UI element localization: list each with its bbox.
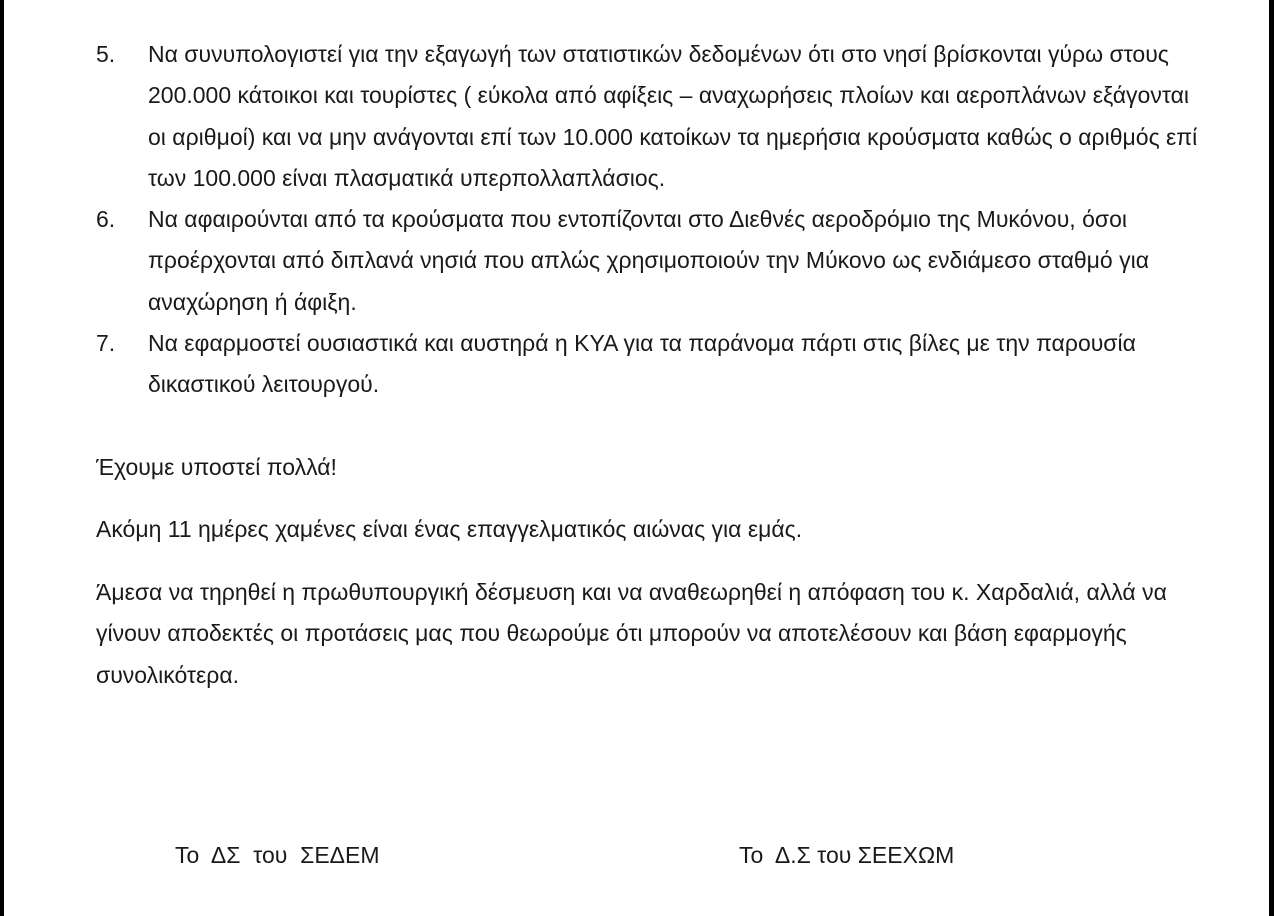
paragraph-demand: Άμεσα να τηρηθεί η πρωθυπουργική δέσμευση και να αναθεωρηθεί η απόφαση του κ. Χαρδαλιά, αλλά να γίνουν αποδεκτές οι προτάσεις μας που θεωρούμε ότι μπορούν να αποτελέσουν και βάση εφαρμογής συνολικότερα. [96, 579, 1167, 688]
list-item [96, 34, 1206, 199]
list-item-number: 7. [96, 330, 116, 357]
proposals-list [96, 34, 1206, 406]
list-item-text: Να συνυπολογιστεί για την εξαγωγή των στατιστικών δεδομένων ότι στο νησί βρίσκονται γύρω στους 200.000 κάτοικοι και τουρίστες ( εύκολα από αφίξεις – αναχωρήσεις πλοίων και αεροπλάνων εξάγονται οι αριθμοί) και να μην ανάγονται επί των 10.000 κατοίκων τα ημερήσια κρούσματα καθώς ο αριθμός επί των 100.000 είναι πλασματικά υπερπολλαπλάσιος. [148, 41, 1198, 191]
paragraph-lost-days: Ακόμη 11 ημέρες χαμένες είναι ένας επαγγελματικός αιώνας για εμάς. [96, 516, 803, 542]
list-item-text: Να αφαιρούνται από τα κρούσματα που εντοπίζονται στο Διεθνές αεροδρόμιο της Μυκόνου, όσοι προέρχονται από διπλανά νησιά που απλώς χρησιμοποιούν την Μύκονο ως ενδιάμεσο σταθμό για αναχώρηση ή άφιξη. [148, 206, 1150, 315]
list-item-text: Να εφαρμοστεί ουσιαστικά και αυστηρά η ΚΥΑ για τα παράνομα πάρτι στις βίλες με την παρουσία δικαστικού λειτουργού. [148, 330, 1136, 398]
list-item-number: 6. [96, 206, 116, 233]
list-item [96, 199, 1206, 323]
paragraph-suffered: Έχουμε υποστεί πολλά! [96, 454, 337, 480]
signature-seexom: Το Δ.Σ του ΣΕΕΧΩΜ [739, 842, 955, 868]
document-page [4, 0, 1269, 916]
list-item-number: 5. [96, 41, 116, 67]
signature-sedem: Το ΔΣ του ΣΕΔΕΜ [175, 842, 380, 868]
list-item [96, 323, 1206, 406]
